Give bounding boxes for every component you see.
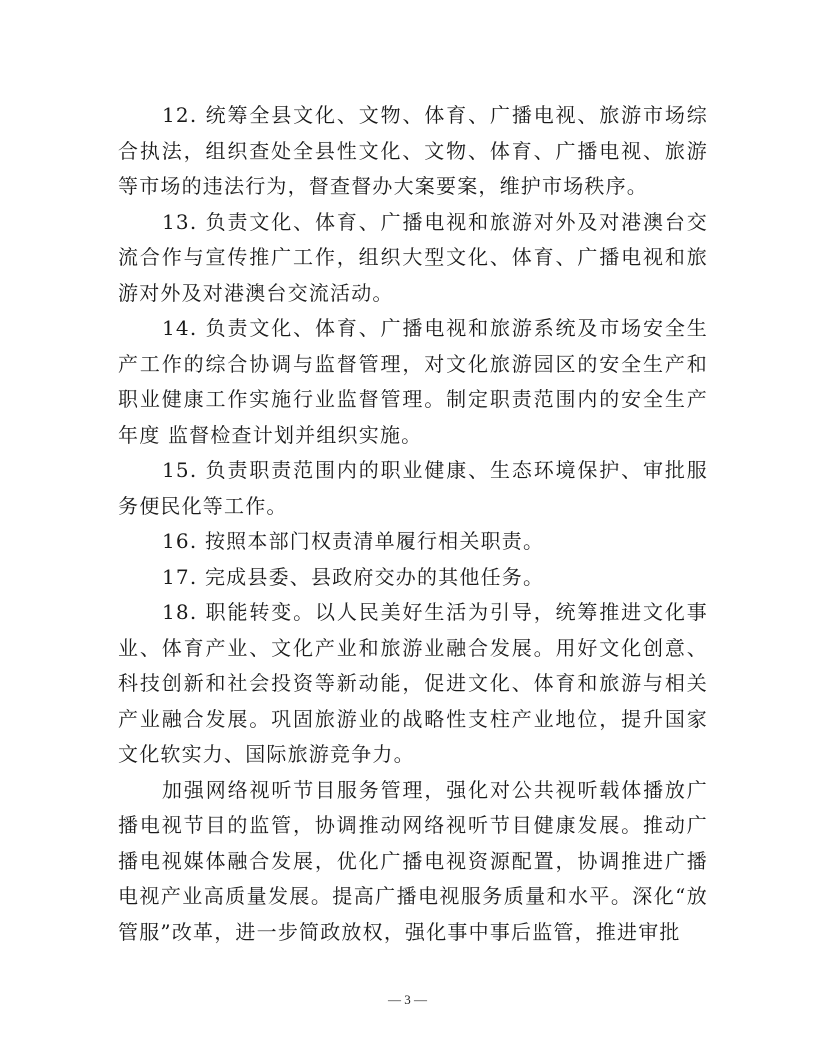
document-body [118,98,708,950]
paragraph-continuation: 加强网络视听节目服务管理，强化对公共视听载体播放广播电视节目的监管，协调推动网络视听节目健康发展。推动广播电视媒体融合发展，优化广播电视资源配置，协调推进广播电视产业高质量发展。提高广播电视服务质量和水平。深化“放管服”改革，进一步简政放权，强化事中事后监管，推进审批 [118,777,708,944]
paragraph-item-13: 13. 负责文化、体育、广播电视和旅游对外及对港澳台交流合作与宣传推广工作，组织大型文化、体育、广播电视和旅游对外及对港澳台交流活动。 [118,209,708,305]
paragraph-item-14: 14. 负责文化、体育、广播电视和旅游系统及市场安全生产工作的综合协调与监督管理，对文化旅游园区的安全生产和职业健康工作实施行业监督管理。制定职责范围内的安全生产年度 监督检查计划并组织实施。 [118,316,708,447]
paragraph-item-15: 15. 负责职责范围内的职业健康、生态环境保护、审批服务便民化等工作。 [118,458,708,518]
paragraph-item-17: 17. 完成县委、县政府交办的其他任务。 [162,564,545,589]
page-number: — 3 — [388,992,427,1007]
paragraph-item-16: 16. 按照本部门权责清单履行相关职责。 [162,529,545,553]
paragraph-item-18: 18. 职能转变。以人民美好生活为引导，统筹推进文化事业、体育产业、文化产业和旅游业融合发展。用好文化创意、科技创新和社会投资等新动能，促进文化、体育和旅游与相关产业融合发展。巩固旅游业的战略性支柱产业地位，提升国家文化软实力、国际旅游竞争力。 [118,600,708,766]
paragraph-item-12: 12. 统筹全县文化、文物、体育、广播电视、旅游市场综合执法，组织查处全县性文化、文物、体育、广播电视、旅游等市场的违法行为，督查督办大案要案，维护市场秩序。 [118,103,708,198]
